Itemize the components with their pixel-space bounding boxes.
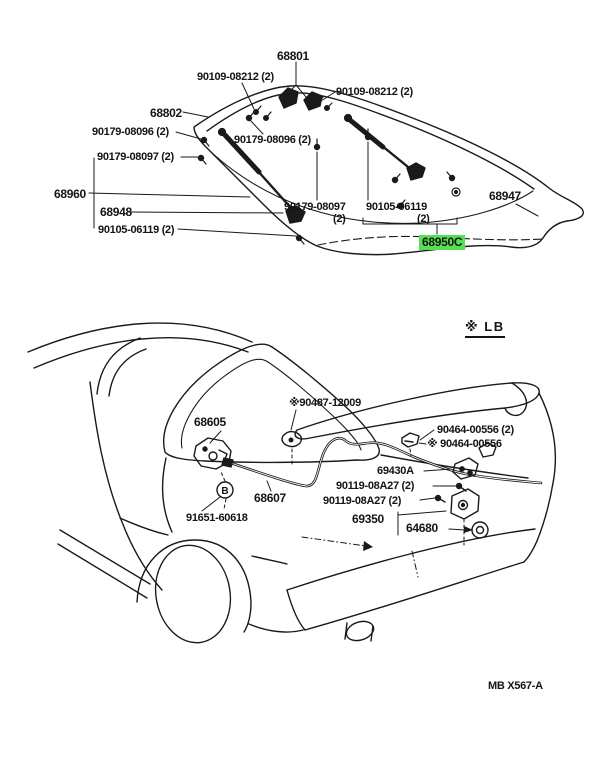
- part-label-90487-12009: ※90487-12009: [289, 397, 361, 409]
- underbody: [249, 624, 303, 632]
- part-label-90119-08A27-1: 90119-08A27 (2): [336, 480, 415, 492]
- part-label-lb-note: ※ LB: [465, 320, 505, 338]
- part-label-68605: 68605: [194, 415, 226, 429]
- part-label-90179-08096-l: 90179-08096 (2): [92, 126, 169, 138]
- part-label-68607: 68607: [254, 491, 286, 505]
- part-label-68802: 68802: [150, 106, 182, 120]
- fastener-b-symbol: [217, 482, 233, 498]
- part-label-90109-08212-l: 90109-08212 (2): [197, 71, 274, 83]
- back-door-stay-right: [345, 115, 425, 180]
- quarter-window: [97, 338, 140, 394]
- rocker-line: [60, 530, 150, 584]
- part-label-69350: 69350: [352, 512, 384, 526]
- back-door-lock: [451, 489, 479, 519]
- lock-cylinder-ring: [472, 522, 488, 538]
- part-label-69430A: 69430A: [377, 465, 414, 477]
- part-label-90179-08097-c: 90179-08097: [284, 201, 346, 213]
- grommet: [282, 432, 301, 447]
- part-label-68801: 68801: [277, 49, 309, 63]
- part-label-68948: 68948: [100, 205, 132, 219]
- quarter-panel-left: [90, 382, 162, 590]
- part-label-68950C: 68950C: [419, 235, 465, 250]
- back-door-outline: [194, 86, 583, 255]
- bolt-icon: [436, 496, 446, 503]
- bumper-top: [287, 529, 535, 590]
- part-label-68960: 68960: [54, 187, 86, 201]
- part-label-91651-60618: 91651-60618: [186, 512, 248, 524]
- cable-end-fitting: [222, 458, 233, 467]
- wheel-arch: [137, 540, 251, 632]
- spoiler-endplate: [505, 383, 527, 415]
- part-label-90105-06119-r-qty: (2): [417, 213, 430, 225]
- bumper-bottom: [305, 562, 524, 630]
- part-label-90179-08097-c-qty: (2): [333, 213, 346, 225]
- bumper-left-edge: [287, 590, 305, 630]
- part-label-90105-06119-r: 90105-06119: [366, 201, 427, 213]
- rear-panel-left: [163, 458, 172, 532]
- part-label-64680: 64680: [406, 521, 438, 535]
- part-label-drawing-code: MB X567-A: [488, 680, 543, 692]
- lower-diagram-car-rear: [28, 323, 555, 649]
- back-door-hinge-left: [279, 88, 298, 108]
- fastener-b-letter: B: [221, 486, 229, 497]
- part-label-90179-08097-l: 90179-08097 (2): [97, 151, 174, 163]
- part-label-90105-06119-l: 90105-06119 (2): [98, 224, 175, 236]
- part-label-90179-08096-c: 90179-08096 (2): [234, 134, 311, 146]
- part-label-68947: 68947: [489, 189, 521, 203]
- arrowhead: [363, 541, 373, 551]
- part-label-90464-00556: ※ 90464-00556: [427, 438, 502, 450]
- body-right-edge: [537, 393, 555, 541]
- part-label-90464-00556-qty: 90464-00556 (2): [437, 424, 514, 436]
- cable-clip: [402, 433, 419, 447]
- tire: [148, 539, 238, 648]
- part-label-90119-08A27-2: 90119-08A27 (2): [323, 495, 402, 507]
- part-label-90109-08212-r: 90109-08212 (2): [336, 86, 413, 98]
